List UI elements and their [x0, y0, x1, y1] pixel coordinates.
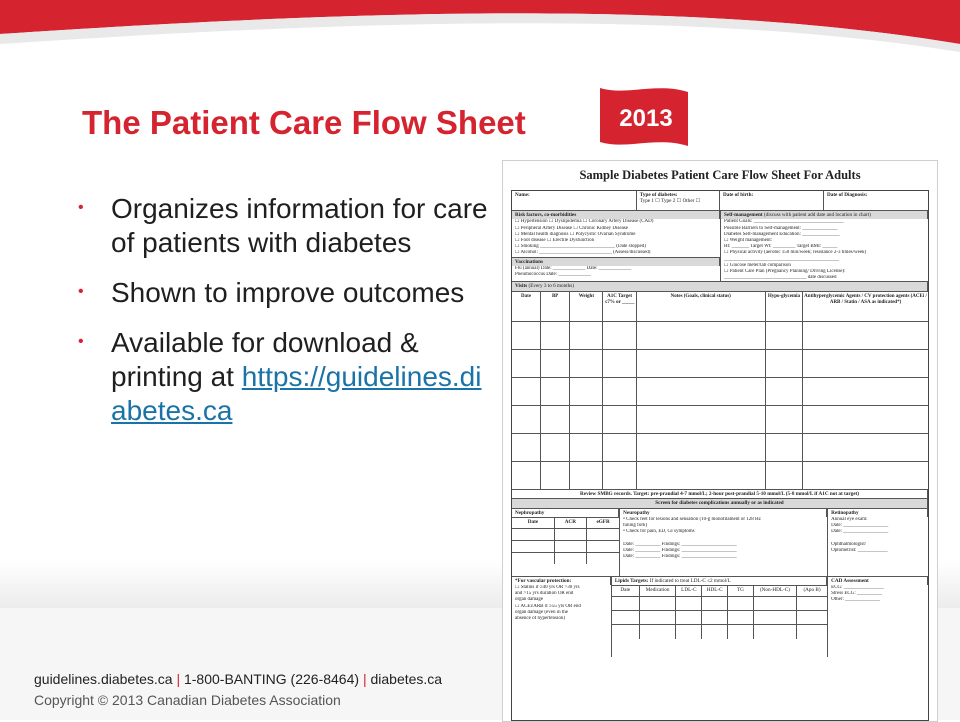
- col-date: Date: [512, 292, 541, 321]
- visit-cell: [803, 406, 928, 433]
- lipid-col: TG: [728, 586, 754, 596]
- screening-header: Screen for diabetes complications annually or as indicated: [512, 499, 928, 508]
- self-item: Diabetes Self-management Education: _______________: [724, 231, 840, 237]
- visit-cell: [766, 350, 803, 377]
- visit-cell: [766, 378, 803, 405]
- retinopathy-panel: [828, 509, 928, 576]
- visit-cell: [603, 406, 636, 433]
- neph-col-acr: ACR: [555, 518, 587, 528]
- bullet-text: Organizes information for care of patients with diabetes: [111, 193, 488, 258]
- lipids-col-headers: [612, 586, 827, 597]
- nephropathy-row: [512, 552, 619, 564]
- bullet-dot-icon: •: [78, 199, 84, 216]
- top-banner: [0, 0, 960, 60]
- col-hypoglycemia: Hypo-glycemia: [766, 292, 803, 321]
- dob-field: Date of birth:: [720, 191, 824, 210]
- bullet-item: [78, 276, 488, 310]
- lipids-row: [612, 611, 827, 625]
- visit-cell: [637, 462, 766, 489]
- visit-cell: [603, 350, 636, 377]
- visit-cell: [570, 350, 603, 377]
- patient-info-row: [512, 191, 928, 211]
- self-item: ☐ Glucose meter/lab comparison: [724, 262, 791, 268]
- nephropathy-row: [512, 540, 619, 552]
- retinopathy-item: Date: __________________: [831, 523, 889, 529]
- visit-cell: [512, 462, 541, 489]
- visit-cell: [603, 322, 636, 349]
- self-item: ☐ Patient Care Plan (Pregnancy Planning/ Driving License):: [724, 269, 846, 275]
- footer-phone: 1-800-BANTING (226-8464): [183, 671, 360, 687]
- lipid-col: (Non-HDL-C): [754, 586, 797, 596]
- name-field: Name:: [512, 191, 637, 210]
- lipids-panel: [612, 577, 828, 657]
- type-field: [637, 191, 720, 210]
- visit-cell: [570, 406, 603, 433]
- col-notes: Notes (Goals, clinical status): [637, 292, 766, 321]
- year-badge: 2013: [619, 105, 673, 132]
- neph-col-date: Date: [512, 518, 555, 528]
- visit-cell: [637, 378, 766, 405]
- visit-row: [512, 322, 928, 350]
- visit-cell: [541, 434, 570, 461]
- visit-cell: [603, 378, 636, 405]
- col-weight: Weight: [570, 292, 603, 321]
- cad-item: Stress ECG: __________: [831, 591, 882, 597]
- risk-item: ☐ Foot disease ☐ Erectile Dysfunction: [515, 238, 595, 244]
- risk-header: Risk factors, co-morbidities: [512, 211, 720, 219]
- lipid-col: HDL-C: [702, 586, 728, 596]
- visit-row: [512, 350, 928, 378]
- neuropathy-item: Date: __________ Findings: ______________________: [623, 547, 737, 553]
- visit-cell: [512, 322, 541, 349]
- vaccination-item: Pneumococcus Date: _____________: [515, 272, 591, 278]
- neuropathy-item: Date: __________ Findings: ______________________: [623, 554, 737, 560]
- visits-header: [512, 282, 928, 291]
- footer-separator: |: [362, 671, 367, 687]
- lipid-col: LDL-C: [676, 586, 702, 596]
- vascular-item: ☐ Statins if ≥40 yrs OR >30 yrs: [515, 585, 580, 591]
- visit-cell: [766, 406, 803, 433]
- visit-row: [512, 406, 928, 434]
- bullet-text: Available for download & printing at: [111, 327, 419, 392]
- visit-cell: [637, 406, 766, 433]
- lipid-col: (Apo B): [803, 587, 821, 594]
- risk-item: ☐ Peripheral Artery Disease ☐ Chronic Kidney Disease: [515, 225, 628, 231]
- col-agents: Antihyperglycemic Agents / CV protection agents (ACEi / ARB / Statin / ASA as indicated*): [804, 293, 927, 305]
- neuropathy-header: Neuropathy: [620, 509, 827, 517]
- vascular-header: *For vascular protection:: [512, 577, 611, 585]
- footer-site2-link[interactable]: diabetes.ca: [370, 671, 443, 687]
- lipids-row: [612, 597, 827, 611]
- neuropathy-item: • Check for pain, ED, GI symptoms: [623, 529, 695, 535]
- risk-item: ☐ Hypertension ☐ Dyslipidemia ☐ Coronary Artery Disease (CAD): [515, 219, 654, 225]
- visit-cell: [570, 434, 603, 461]
- neph-col-egfr: eGFR: [596, 519, 610, 526]
- visit-cell: [541, 350, 570, 377]
- download-link[interactable]: https://guidelines.diabetes.ca: [111, 361, 482, 426]
- visits-note: (Every 3 to 6 months): [528, 283, 575, 290]
- visits-table-body: [512, 322, 928, 490]
- neuropathy-item: Date: __________ Findings: ______________________: [623, 541, 737, 547]
- visit-cell: [766, 462, 803, 489]
- visit-cell: [803, 462, 928, 489]
- self-header-note: (discuss with patient add date and location in chart): [763, 212, 871, 218]
- lipids-note: If indicated to treat LDL-C ≤2 mmol/L: [649, 577, 731, 584]
- lipids-row: [612, 625, 827, 639]
- cad-assessment-panel: [828, 577, 928, 657]
- risk-item: ☐ Alcohol: _____________________________ (Assess/discussed): [515, 250, 651, 256]
- visits-table-header: [512, 292, 928, 322]
- cad-header: CAD Assessment: [828, 577, 928, 585]
- risk-item: ☐ Mental health diagnosis ☐ Polycystic Ovarian Syndrome: [515, 231, 636, 237]
- risk-column: [512, 211, 720, 281]
- visit-cell: [637, 322, 766, 349]
- visit-row: [512, 462, 928, 490]
- page-title: The Patient Care Flow Sheet: [82, 104, 526, 141]
- col-bp: BP: [541, 292, 570, 321]
- sheet-form: [511, 190, 929, 721]
- self-item: ______________________________________________: [724, 256, 839, 262]
- visit-cell: [570, 378, 603, 405]
- risk-self-section: [512, 211, 928, 282]
- nephropathy-header: Nephropathy: [512, 509, 619, 517]
- lipid-col: Medication: [640, 586, 677, 596]
- vascular-item: organ damage: [515, 597, 544, 603]
- visit-cell: [603, 434, 636, 461]
- visit-cell: [512, 350, 541, 377]
- visit-cell: [637, 434, 766, 461]
- vaccinations-header: Vaccinations: [512, 257, 720, 266]
- self-item: Possible Barriers to Self-management: ______________: [724, 225, 838, 231]
- visit-cell: [512, 378, 541, 405]
- retinopathy-header: Retinopathy: [828, 509, 928, 517]
- nephropathy-panel: [512, 509, 620, 576]
- visit-cell: [603, 462, 636, 489]
- vaccination-item: Flu (annual) Date: _____________ Date: _____________: [515, 266, 632, 272]
- visit-cell: [637, 350, 766, 377]
- lipid-col: Date: [612, 586, 640, 596]
- type-options: Type 1 ☐ Type 2 ☐ Other ☐: [639, 198, 701, 205]
- smbg-note: Review SMBG records. Target: pre-prandial 4-7 mmol/L; 2-hour post-prandial 5-10 mmol/L (5-8 mmol/L if A1C not at target): [512, 490, 928, 499]
- retinopathy-item: Date: __________________: [831, 529, 889, 535]
- visit-row: [512, 378, 928, 406]
- self-management-header: [721, 211, 928, 219]
- visit-cell: [512, 434, 541, 461]
- nephropathy-col-headers: [512, 517, 619, 528]
- visit-cell: [803, 378, 928, 405]
- neuropathy-panel: [620, 509, 828, 576]
- visit-cell: [541, 462, 570, 489]
- neuropathy-item: tuning fork): [623, 523, 648, 529]
- vascular-protection-panel: [512, 577, 612, 657]
- visit-cell: [541, 322, 570, 349]
- vascular-lipids-row: [512, 577, 928, 657]
- visit-cell: [803, 350, 928, 377]
- retinopathy-item: Ophthalmologist/: [831, 541, 867, 547]
- footer-copyright: Copyright © 2013 Canadian Diabetes Association: [34, 692, 341, 708]
- self-item: ☐ Physical activity (aerobic 150 min/week; resistance 2-3 times/week): [724, 250, 867, 256]
- risk-item: ☐ Smoking ______________________________ (Date stopped): [515, 244, 646, 250]
- lipids-label: Lipids Targets:: [614, 577, 649, 584]
- nephropathy-row: [512, 528, 619, 540]
- visit-cell: [512, 406, 541, 433]
- vascular-item: organ damage (even in the: [515, 609, 568, 615]
- self-item: Patient Goals: ____________________________________: [724, 219, 844, 225]
- self-header-label: Self-management: [724, 212, 763, 218]
- neuropathy-item: • Check feet for lesions and sensation (10-g monofilament or 128 Hz: [623, 517, 761, 523]
- sheet-title: Sample Diabetes Patient Care Flow Sheet For Adults: [579, 168, 861, 182]
- retinopathy-item: Annual eye exam:: [831, 517, 868, 523]
- type-label: Type of diabetes:: [639, 192, 678, 198]
- visit-cell: [766, 322, 803, 349]
- bullet-dot-icon: •: [78, 283, 84, 300]
- footer-contact: [34, 671, 442, 687]
- visit-cell: [766, 434, 803, 461]
- retinopathy-item: Optometrist: ____________: [831, 547, 888, 553]
- bullet-list: [78, 192, 488, 444]
- visit-cell: [541, 378, 570, 405]
- visit-cell: [570, 462, 603, 489]
- col-a1c: A1C Target ≤7% or _____: [603, 292, 636, 321]
- visit-cell: [541, 406, 570, 433]
- vascular-item: absence of hypertension): [515, 616, 565, 622]
- bullet-item: [78, 326, 488, 428]
- self-item: ☐ Weight management:: [724, 238, 773, 244]
- vascular-item: ☐ ACEi/ARB if ≥55 yrs OR end: [515, 603, 581, 609]
- cad-item: Other: ______________: [831, 597, 881, 603]
- complications-row: [512, 509, 928, 577]
- visit-row: [512, 434, 928, 462]
- self-item: _________________________________ date discussed: [724, 275, 837, 281]
- visit-cell: [570, 322, 603, 349]
- footer-separator: |: [176, 671, 181, 687]
- vascular-item: and >15 yrs duration OR end: [515, 591, 574, 597]
- diagnosis-field: Date of Diagnosis:: [826, 192, 868, 198]
- visits-label: Visits: [515, 283, 528, 290]
- flow-sheet-image: [502, 160, 938, 722]
- lipids-header: [612, 577, 827, 586]
- bullet-item: [78, 192, 488, 260]
- footer-site-link[interactable]: guidelines.diabetes.ca: [34, 671, 173, 687]
- visit-cell: [803, 322, 928, 349]
- cad-item: ECG: ________________: [831, 585, 884, 591]
- bullet-dot-icon: •: [78, 333, 84, 350]
- self-management-column: [720, 211, 928, 281]
- self-item: Ht: _______ Target Wt: _________ Target BMI: ______: [724, 244, 838, 250]
- bullet-text: Shown to improve outcomes: [111, 277, 465, 308]
- visit-cell: [803, 434, 928, 461]
